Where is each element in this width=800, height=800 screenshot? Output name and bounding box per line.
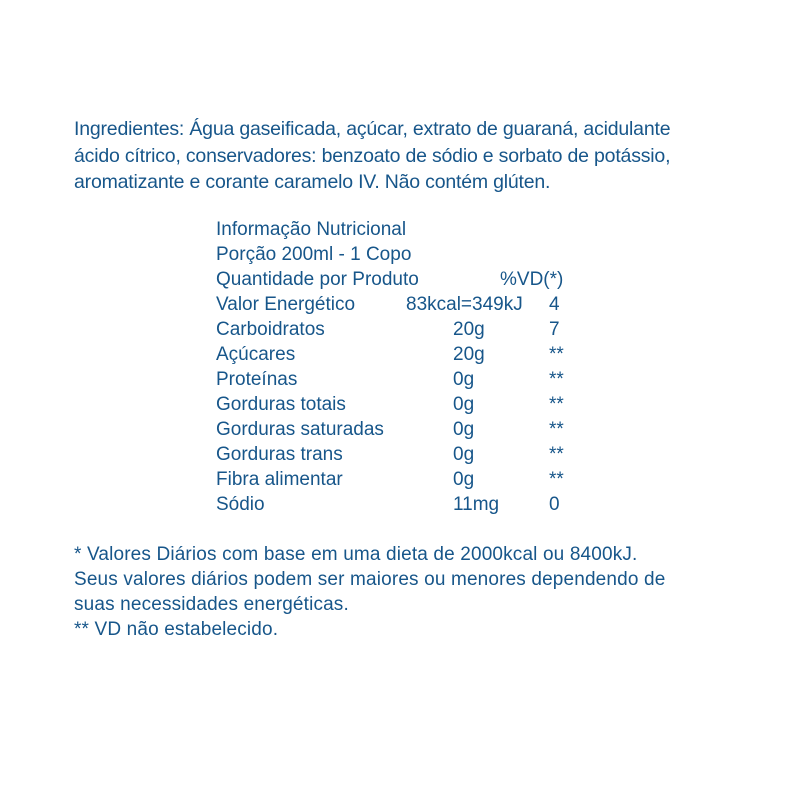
- footnote-line: ** VD não estabelecido.: [74, 619, 279, 640]
- portion-text: Porção 200ml - 1 Copo: [216, 244, 412, 265]
- nutrient-amount: 0g: [453, 444, 475, 465]
- ingredients-line: Ingredientes: Água gaseificada, açúcar, extrato de guaraná, acidulante: [74, 118, 671, 140]
- nutrient-name: Gorduras saturadas: [216, 419, 384, 440]
- nutrient-vd: **: [549, 419, 564, 440]
- footnote-line: suas necessidades energéticas.: [74, 594, 349, 615]
- nutrient-name: Fibra alimentar: [216, 469, 343, 490]
- nutrient-amount: 20g: [453, 319, 485, 340]
- nutrient-amount: 0g: [453, 419, 475, 440]
- nutrient-amount: 11mg: [453, 494, 500, 515]
- energy-vd: 4: [549, 294, 560, 315]
- energy-name: Valor Energético: [216, 294, 356, 315]
- nutrient-vd: 7: [549, 319, 560, 340]
- nutrient-name: Sódio: [216, 494, 265, 515]
- nutrient-vd: **: [549, 344, 564, 365]
- footnotes: [74, 542, 744, 642]
- footnote-line: Seus valores diários podem ser maiores ou menores dependendo de: [74, 569, 666, 590]
- nutrient-vd: **: [549, 469, 564, 490]
- nutrient-amount: 0g: [453, 469, 475, 490]
- quantity-header: Quantidade por Produto: [216, 269, 419, 290]
- energy-amount: 83kcal=349kJ: [406, 294, 523, 315]
- nutrient-amount: 0g: [453, 369, 475, 390]
- vd-header: %VD(*): [500, 269, 564, 290]
- nutrient-amount: 20g: [453, 344, 485, 365]
- ingredients-line: aromatizante e corante caramelo IV. Não contém glúten.: [74, 171, 551, 193]
- nutrient-vd: **: [549, 444, 564, 465]
- nutrient-vd: **: [549, 394, 564, 415]
- ingredients-line: ácido cítrico, conservadores: benzoato de sódio e sorbato de potássio,: [74, 144, 671, 167]
- nutrient-name: Gorduras trans: [216, 444, 343, 465]
- footnote-line: * Valores Diários com base em uma dieta de 2000kcal ou 8400kJ.: [74, 544, 638, 565]
- nutrient-vd: **: [549, 369, 564, 390]
- nutrient-amount: 0g: [453, 394, 475, 415]
- nutrient-name: Carboidratos: [216, 319, 325, 340]
- nutrient-name: Gorduras totais: [216, 394, 346, 415]
- ingredients-paragraph: [74, 116, 734, 196]
- nutrition-title: Informação Nutricional: [216, 219, 407, 240]
- nutrient-name: Açúcares: [216, 344, 296, 365]
- nutrient-vd: 0: [549, 494, 560, 515]
- nutrient-name: Proteínas: [216, 369, 298, 390]
